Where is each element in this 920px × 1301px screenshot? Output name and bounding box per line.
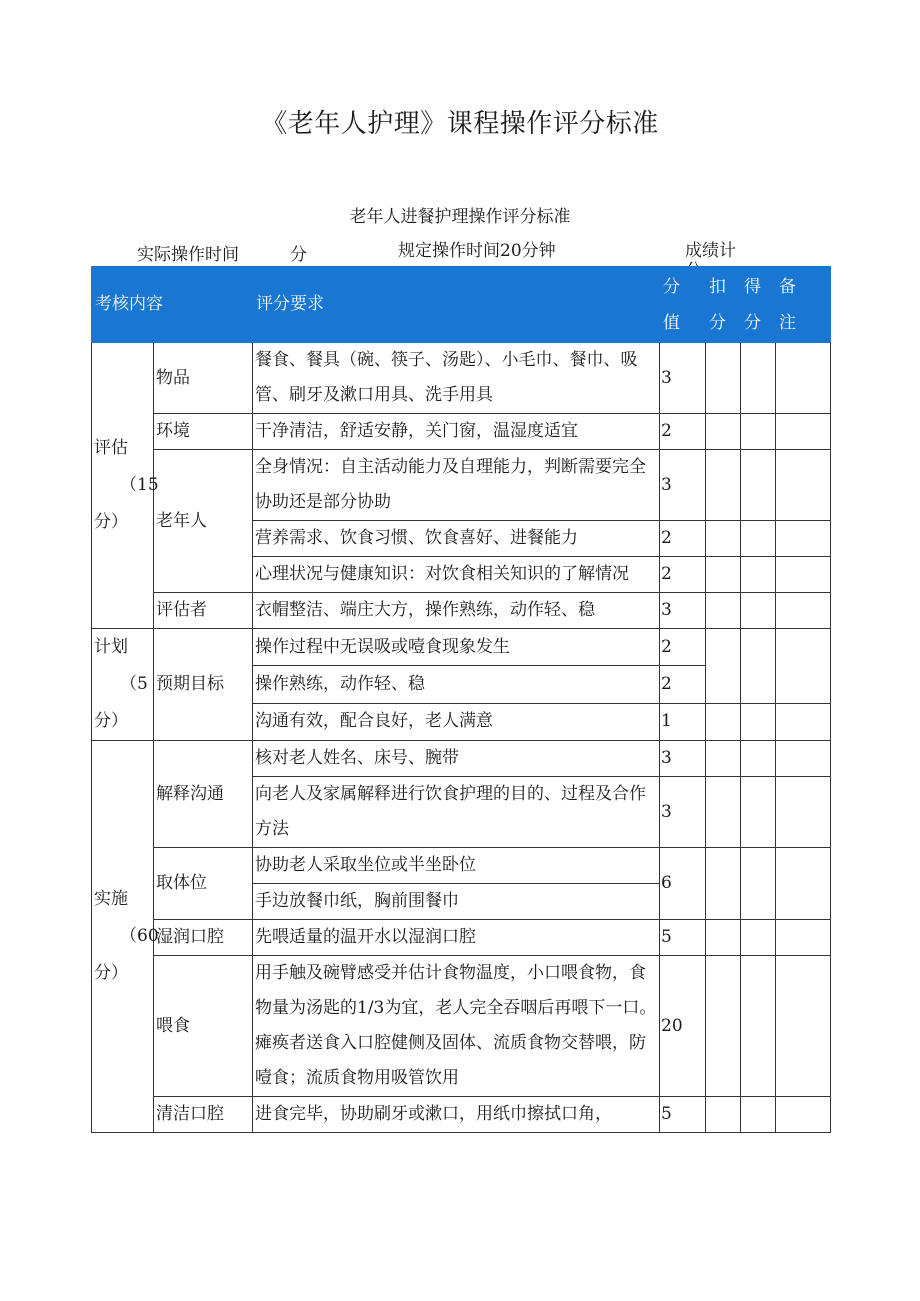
table-row: [92, 343, 831, 414]
deduction-cell: [706, 521, 741, 557]
obtained-cell: [741, 956, 776, 1097]
item-cell: 取体位: [154, 848, 253, 920]
requirement-cell: 核对老人姓名、床号、腕带: [253, 741, 660, 777]
header-remarks: 备 注: [776, 267, 831, 343]
remark-cell: [776, 703, 831, 740]
obtained-cell: [741, 1097, 776, 1133]
score-cell: 5: [660, 920, 706, 956]
score-cell: 3: [660, 593, 706, 629]
score-cell: 1: [660, 703, 706, 740]
item-cell: 解释沟通: [154, 741, 253, 848]
requirement-cell: 手边放餐巾纸，胸前围餐巾: [253, 884, 660, 920]
header-deduction: 扣 分: [706, 267, 741, 343]
requirement-cell: 餐食、餐具（碗、筷子、汤匙）、小毛巾、餐巾、吸管、刷牙及漱口用具、洗手用具: [253, 343, 660, 414]
table-header-row: [92, 267, 831, 343]
obtained-cell: [741, 703, 776, 740]
score-cell: 2: [660, 521, 706, 557]
section-assessment: 评估 （15 分）: [92, 343, 154, 629]
score-cell: 2: [660, 666, 706, 703]
deduction-cell: [706, 703, 741, 740]
deduction-cell: [706, 920, 741, 956]
remark-cell: [776, 593, 831, 629]
requirement-cell: 操作过程中无误吸或噎食现象发生: [253, 629, 660, 666]
obtained-cell: [741, 414, 776, 450]
deduction-cell: [706, 956, 741, 1097]
item-cell: 老年人: [154, 450, 253, 593]
remark-cell: [776, 848, 831, 920]
table-row: [92, 414, 831, 450]
table-row: [92, 1097, 831, 1133]
remark-cell: [776, 343, 831, 414]
section-implementation: 实施 （60 分）: [92, 741, 154, 1133]
table-row: [92, 848, 831, 884]
obtained-cell: [741, 848, 776, 920]
score-cell: 2: [660, 557, 706, 593]
requirement-cell: 心理状况与健康知识：对饮食相关知识的了解情况: [253, 557, 660, 593]
header-content: 考核内容: [92, 267, 253, 343]
obtained-cell: [741, 629, 776, 704]
requirement-cell: 沟通有效，配合良好，老人满意: [253, 703, 660, 740]
section-planning: 计划 （5 分）: [92, 629, 154, 741]
score-cell: 3: [660, 450, 706, 521]
obtained-cell: [741, 343, 776, 414]
deduction-cell: [706, 629, 741, 704]
remark-cell: [776, 956, 831, 1097]
remark-cell: [776, 450, 831, 521]
requirement-cell: 用手触及碗臂感受并估计食物温度，小口喂食物，食物量为汤匙的1/3为宜，老人完全吞咽后再喂下一口。瘫痪者送食入口腔健侧及固体、流质食物交替喂，防噎食；流质食物用吸管饮用: [253, 956, 660, 1097]
requirement-cell: 衣帽整洁、端庄大方，操作熟练，动作轻、稳: [253, 593, 660, 629]
remark-cell: [776, 557, 831, 593]
requirement-cell: 营养需求、饮食习惯、饮食喜好、进餐能力: [253, 521, 660, 557]
obtained-cell: [741, 521, 776, 557]
header-score-value: 分 值: [660, 267, 706, 343]
deduction-cell: [706, 343, 741, 414]
deduction-cell: [706, 777, 741, 848]
remark-cell: [776, 1097, 831, 1133]
requirement-cell: 全身情况：自主活动能力及自理能力，判断需要完全协助还是部分协助: [253, 450, 660, 521]
remark-cell: [776, 777, 831, 848]
score-cell: 3: [660, 343, 706, 414]
deduction-cell: [706, 450, 741, 521]
requirement-cell: 向老人及家属解释进行饮食护理的目的、过程及合作方法: [253, 777, 660, 848]
remark-cell: [776, 414, 831, 450]
item-cell: 清洁口腔: [154, 1097, 253, 1133]
deduction-cell: [706, 741, 741, 777]
score-cell: 3: [660, 777, 706, 848]
table-row: [92, 450, 831, 521]
deduction-cell: [706, 848, 741, 920]
deduction-cell: [706, 1097, 741, 1133]
item-cell: 环境: [154, 414, 253, 450]
deduction-cell: [706, 593, 741, 629]
item-cell: 评估者: [154, 593, 253, 629]
obtained-cell: [741, 741, 776, 777]
remark-cell: [776, 920, 831, 956]
scoring-table: [91, 266, 831, 1133]
deduction-cell: [706, 557, 741, 593]
item-cell: 预期目标: [154, 629, 253, 741]
score-label: 成绩计: [685, 241, 736, 261]
standard-time-label: 规定操作时间20分钟: [398, 241, 556, 261]
actual-time-unit: 分: [290, 245, 307, 265]
requirement-cell: 先喂适量的温开水以湿润口腔: [253, 920, 660, 956]
remark-cell: [776, 521, 831, 557]
score-cell: 6: [660, 848, 706, 920]
requirement-cell: 协助老人采取坐位或半坐卧位: [253, 848, 660, 884]
score-cell: 2: [660, 414, 706, 450]
table-row: [92, 956, 831, 1097]
actual-time-label: 实际操作时间: [137, 245, 239, 265]
score-cell: 5: [660, 1097, 706, 1133]
form-subtitle: 老年人进餐护理操作评分标准: [349, 207, 571, 227]
requirement-cell: 干净清洁，舒适安静，关门窗，温湿度适宜: [253, 414, 660, 450]
score-cell: 3: [660, 741, 706, 777]
obtained-cell: [741, 557, 776, 593]
deduction-cell: [706, 414, 741, 450]
obtained-cell: [741, 777, 776, 848]
remark-cell: [776, 741, 831, 777]
obtained-cell: [741, 920, 776, 956]
table-row: [92, 741, 831, 777]
header-requirements: 评分要求: [253, 267, 660, 343]
table-row: [92, 920, 831, 956]
item-cell: 物品: [154, 343, 253, 414]
obtained-cell: [741, 450, 776, 521]
item-cell: 湿润口腔: [154, 920, 253, 956]
table-row: [92, 629, 831, 666]
requirement-cell: 进食完毕，协助刷牙或漱口，用纸巾擦拭口角，: [253, 1097, 660, 1133]
header-obtained: 得 分: [741, 267, 776, 343]
document-title: 《老年人护理》课程操作评分标准: [261, 109, 659, 139]
requirement-cell: 操作熟练，动作轻、稳: [253, 666, 660, 703]
table-row: [92, 593, 831, 629]
score-cell: 20: [660, 956, 706, 1097]
score-cell: 2: [660, 629, 706, 666]
remark-cell: [776, 629, 831, 704]
item-cell: 喂食: [154, 956, 253, 1097]
obtained-cell: [741, 593, 776, 629]
